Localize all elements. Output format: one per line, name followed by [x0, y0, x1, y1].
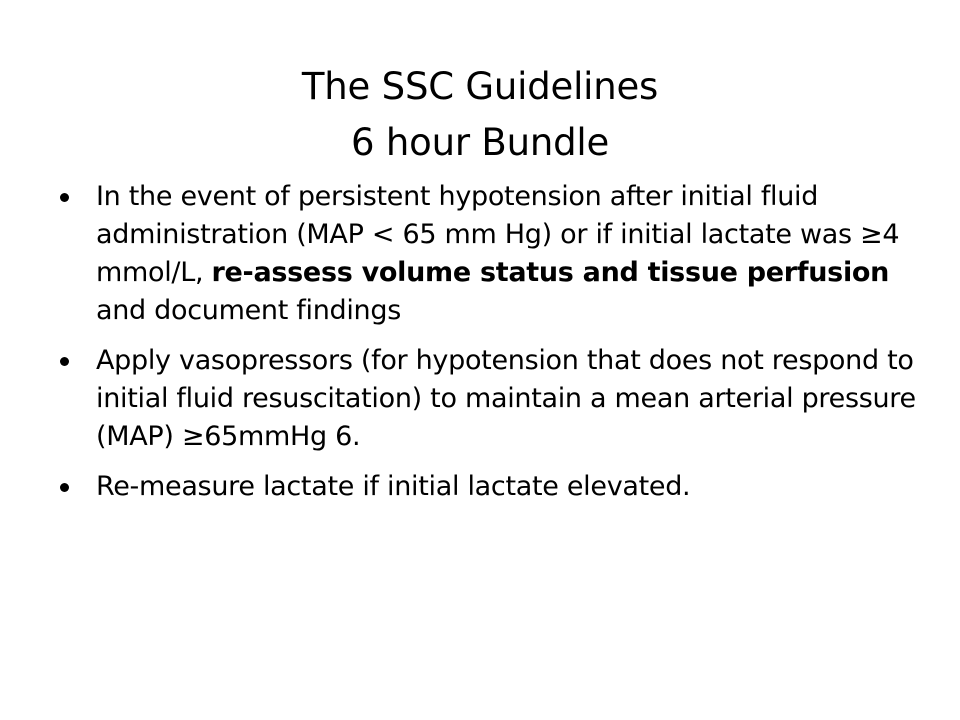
bullet-text: In the event of persistent hypotension after initial fluid administration (MAP < 65 mm Hg) or if initial lactate was ≥4 mmol/L, — [96, 181, 900, 288]
bullet-text-end: and document findings — [96, 295, 401, 326]
bullet-text: Re-measure lactate if initial lactate elevated. — [96, 471, 691, 502]
bullet-dot-icon — [60, 357, 69, 366]
bullet-bold-text: re-assess volume status and tissue perfusion — [211, 257, 890, 288]
bullet-item-lactate — [58, 468, 918, 506]
bullet-dot-icon — [60, 483, 69, 492]
bullet-dot-icon — [60, 193, 69, 202]
title-line-2: 6 hour Bundle — [350, 120, 610, 164]
bullet-item-vasopressors — [58, 342, 918, 456]
title-line-1: The SSC Guidelines — [301, 64, 659, 108]
bullet-list — [58, 178, 918, 506]
bullet-text: Apply vasopressors (for hypotension that does not respond to initial fluid resuscitation) to maintain a mean arterial pressure (MAP) ≥65mmHg 6. — [96, 345, 916, 452]
slide-title — [0, 59, 960, 171]
bullet-item-reassess — [58, 178, 918, 330]
